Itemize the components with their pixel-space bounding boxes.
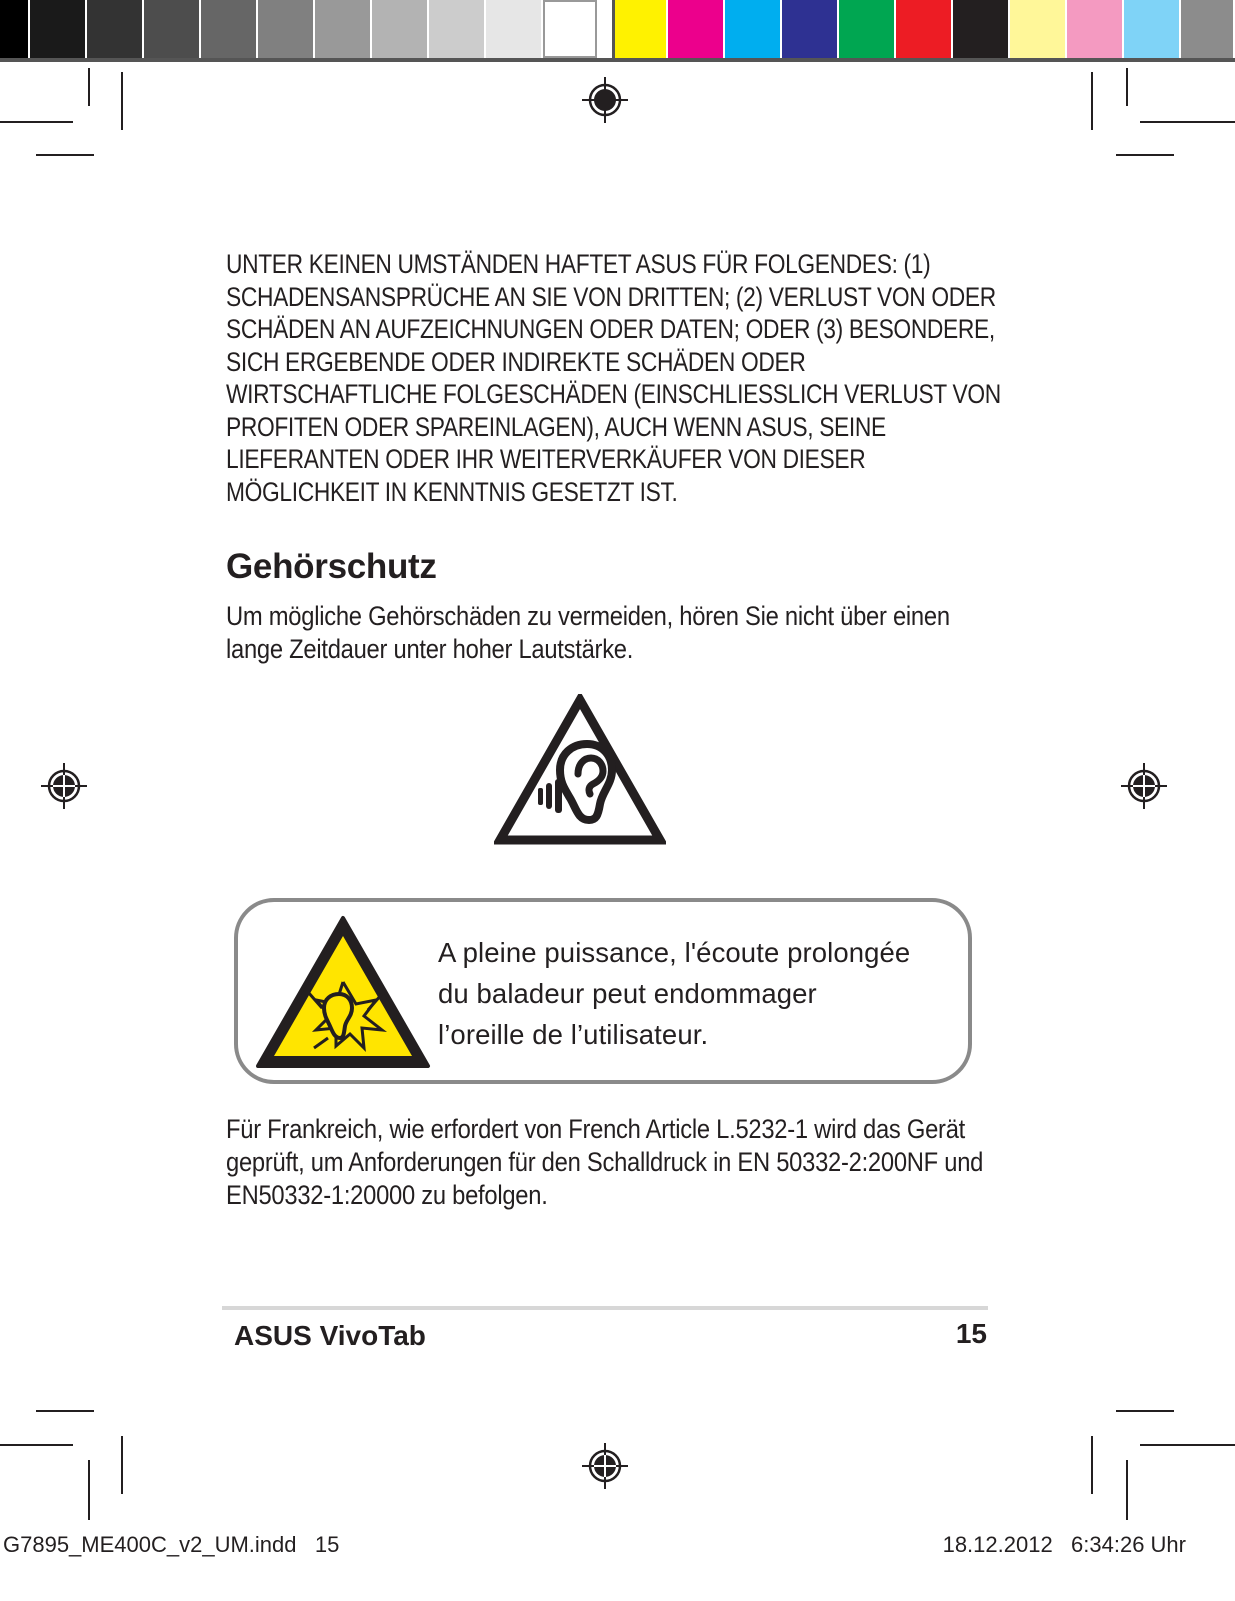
slug-file-info: G7895_ME400C_v2_UM.indd 15 xyxy=(3,1532,340,1557)
color-swatch xyxy=(612,0,668,58)
color-swatch xyxy=(201,0,258,58)
french-warning-text xyxy=(438,932,978,1055)
section-intro: Um mögliche Gehörschäden zu vermeiden, hören Sie nicht über einen lange Zeitdauer unter hoher Lautstärke. xyxy=(226,601,950,664)
color-swatch xyxy=(668,0,725,58)
crop-mark xyxy=(1116,154,1174,156)
crop-mark xyxy=(1126,1460,1128,1520)
color-swatch xyxy=(839,0,896,58)
loud-noise-warning-icon xyxy=(252,912,434,1072)
crop-mark xyxy=(1140,121,1235,123)
registration-mark-left xyxy=(41,763,87,809)
crop-mark xyxy=(1091,72,1093,130)
color-swatch xyxy=(1124,0,1181,58)
printer-color-bar xyxy=(0,0,1235,62)
color-swatch xyxy=(486,0,543,58)
crop-mark xyxy=(88,68,90,106)
color-swatch xyxy=(543,0,597,58)
color-swatch xyxy=(1181,0,1235,58)
color-swatch xyxy=(1010,0,1067,58)
color-swatch xyxy=(429,0,486,58)
color-swatch xyxy=(258,0,315,58)
french-warning-line: du baladeur peut endommager xyxy=(438,978,817,1009)
crop-mark xyxy=(1140,1444,1235,1446)
crop-mark xyxy=(88,1460,90,1520)
crop-mark xyxy=(36,154,94,156)
crop-mark xyxy=(1126,68,1128,106)
color-swatch xyxy=(953,0,1010,58)
crop-mark xyxy=(121,1436,123,1494)
color-swatch xyxy=(598,0,612,58)
crop-mark xyxy=(36,1410,94,1412)
liability-notice: UNTER KEINEN UMSTÄNDEN HAFTET ASUS FÜR FOLGENDES: (1) SCHADENSANSPRÜCHE AN SIE VON DRITTEN; (2) VERLUST VON ODER SCHÄDEN AN AUFZEICHNUNGEN ODER DATEN; ODER (3) BESONDERE, SICH ERGEBENDE ODER INDIREKTE SCHÄDEN ODER WIRTSCHAFTLICHE FOLGESCHÄDEN (EINSCHLIESSLICH VERLUST VON PROFITEN ODER SPAREINLAGEN), AUCH WENN ASUS, SEINE LIEFERANTEN ODER IHR WEITERVERKÄUFER VON DIESER MÖGLICHKEIT IN KENNTNIS GESETZT IST. xyxy=(226,249,1001,507)
color-swatch xyxy=(896,0,953,58)
footer-product-name: ASUS VivoTab xyxy=(234,1320,426,1351)
color-swatch xyxy=(0,0,30,58)
color-swatch xyxy=(725,0,782,58)
color-swatch xyxy=(315,0,372,58)
french-warning-line: A pleine puissance, l'écoute prolongée xyxy=(438,937,911,968)
crop-mark xyxy=(0,1444,73,1446)
french-warning-box xyxy=(234,898,972,1084)
color-swatch xyxy=(1067,0,1124,58)
registration-mark-right xyxy=(1121,763,1167,809)
france-compliance-paragraph: Für Frankreich, wie erfordert von French Article L.5232-1 wird das Gerät geprüft, um Anforderungen für den Schalldruck in EN 50332-2:200NF und EN50332-1:20000 zu befolgen. xyxy=(226,1114,984,1210)
colorbar-baseline xyxy=(0,58,1235,62)
color-swatch xyxy=(87,0,144,58)
crop-mark xyxy=(0,121,73,123)
hearing-warning-icon xyxy=(494,694,666,846)
crop-mark xyxy=(1116,1410,1174,1412)
slug-timestamp: 18.12.2012 6:34:26 Uhr xyxy=(942,1532,1186,1557)
crop-mark xyxy=(1091,1436,1093,1494)
footer-rule xyxy=(222,1306,988,1310)
registration-mark-bottom xyxy=(582,1443,628,1489)
page-number: 15 xyxy=(955,1318,987,1349)
section-heading: Gehörschutz xyxy=(226,547,437,586)
registration-mark-top xyxy=(582,77,628,123)
color-swatch xyxy=(782,0,839,58)
french-warning-line: l’oreille de l’utilisateur. xyxy=(438,1019,709,1050)
crop-mark xyxy=(121,72,123,130)
color-swatch xyxy=(144,0,201,58)
color-swatch xyxy=(372,0,429,58)
color-swatch xyxy=(30,0,87,58)
